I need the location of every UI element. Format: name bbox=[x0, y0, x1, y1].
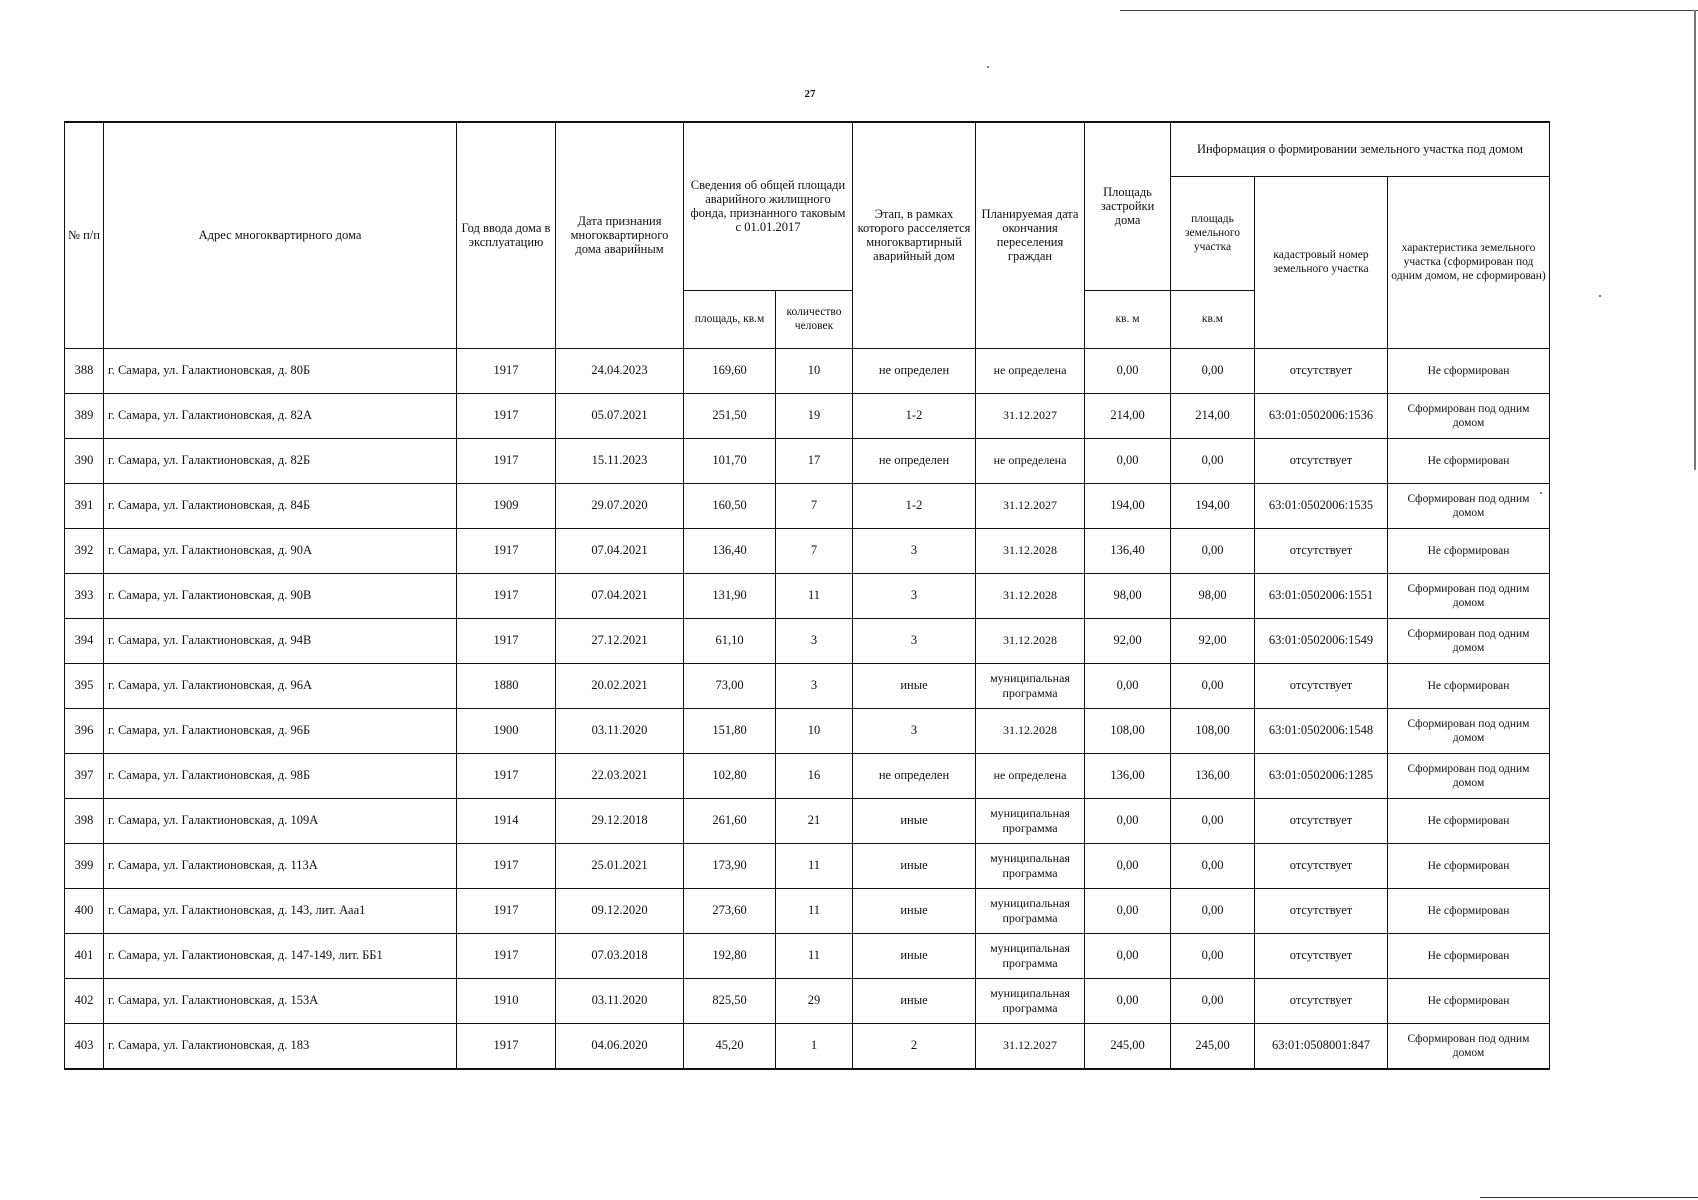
table-row bbox=[65, 483, 1550, 528]
land-area-cell: 108,00 bbox=[1171, 708, 1255, 753]
table-row bbox=[65, 528, 1550, 573]
status-cell: Не сформирован bbox=[1388, 438, 1550, 483]
planned-date-cell: не определена bbox=[976, 753, 1085, 798]
table-row bbox=[65, 393, 1550, 438]
cadastral-cell: отсутствует bbox=[1255, 888, 1388, 933]
planned-date-cell: 31.12.2027 bbox=[976, 1023, 1085, 1069]
land-area-cell: 98,00 bbox=[1171, 573, 1255, 618]
planned-date-cell: 31.12.2028 bbox=[976, 528, 1085, 573]
header-people: количество человек bbox=[776, 290, 853, 348]
area-cell: 136,40 bbox=[684, 528, 776, 573]
scan-edge-bottom bbox=[1480, 1197, 1698, 1198]
dwellings-table bbox=[64, 121, 1550, 1070]
row-number-cell: 391 bbox=[65, 483, 104, 528]
planned-date-cell: 31.12.2028 bbox=[976, 708, 1085, 753]
address-cell: г. Самара, ул. Галактионовская, д. 109А bbox=[104, 798, 457, 843]
stage-cell: иные bbox=[853, 663, 976, 708]
table-row bbox=[65, 888, 1550, 933]
planned-date-cell: 31.12.2028 bbox=[976, 573, 1085, 618]
year-cell: 1917 bbox=[457, 528, 556, 573]
row-number-cell: 389 bbox=[65, 393, 104, 438]
land-area-cell: 0,00 bbox=[1171, 348, 1255, 393]
land-area-cell: 0,00 bbox=[1171, 933, 1255, 978]
status-cell: Сформирован под одним домом bbox=[1388, 573, 1550, 618]
status-cell: Сформирован под одним домом bbox=[1388, 708, 1550, 753]
page-number: 27 bbox=[804, 88, 816, 100]
planned-date-cell: муниципальная программа bbox=[976, 663, 1085, 708]
address-cell: г. Самара, ул. Галактионовская, д. 90А bbox=[104, 528, 457, 573]
row-number-cell: 394 bbox=[65, 618, 104, 663]
address-cell: г. Самара, ул. Галактионовская, д. 82Б bbox=[104, 438, 457, 483]
date-cell: 22.03.2021 bbox=[556, 753, 684, 798]
built-area-cell: 98,00 bbox=[1085, 573, 1171, 618]
table-row bbox=[65, 798, 1550, 843]
built-area-cell: 108,00 bbox=[1085, 708, 1171, 753]
address-cell: г. Самара, ул. Галактионовская, д. 80Б bbox=[104, 348, 457, 393]
built-area-cell: 0,00 bbox=[1085, 438, 1171, 483]
date-cell: 20.02.2021 bbox=[556, 663, 684, 708]
stage-cell: 3 bbox=[853, 528, 976, 573]
land-area-cell: 0,00 bbox=[1171, 888, 1255, 933]
area-cell: 251,50 bbox=[684, 393, 776, 438]
row-number-cell: 399 bbox=[65, 843, 104, 888]
land-area-cell: 0,00 bbox=[1171, 438, 1255, 483]
date-cell: 29.07.2020 bbox=[556, 483, 684, 528]
year-cell: 1914 bbox=[457, 798, 556, 843]
cadastral-cell: отсутствует bbox=[1255, 528, 1388, 573]
table-row bbox=[65, 573, 1550, 618]
people-cell: 11 bbox=[776, 933, 853, 978]
cadastral-cell: отсутствует bbox=[1255, 438, 1388, 483]
stage-cell: не определен bbox=[853, 753, 976, 798]
row-number-cell: 397 bbox=[65, 753, 104, 798]
cadastral-cell: 63:01:0508001:847 bbox=[1255, 1023, 1388, 1069]
date-cell: 03.11.2020 bbox=[556, 708, 684, 753]
year-cell: 1917 bbox=[457, 348, 556, 393]
header-built-area-unit: кв. м bbox=[1085, 290, 1171, 348]
date-cell: 24.04.2023 bbox=[556, 348, 684, 393]
date-cell: 07.04.2021 bbox=[556, 528, 684, 573]
header-land-area-unit: кв.м bbox=[1171, 290, 1255, 348]
built-area-cell: 136,40 bbox=[1085, 528, 1171, 573]
stage-cell: 2 bbox=[853, 1023, 976, 1069]
status-cell: Сформирован под одним домом bbox=[1388, 1023, 1550, 1069]
cadastral-cell: отсутствует bbox=[1255, 843, 1388, 888]
stage-cell: иные bbox=[853, 843, 976, 888]
header-year: Год ввода дома в эксплуатацию bbox=[457, 122, 556, 348]
status-cell: Не сформирован bbox=[1388, 348, 1550, 393]
status-cell: Сформирован под одним домом bbox=[1388, 483, 1550, 528]
built-area-cell: 0,00 bbox=[1085, 663, 1171, 708]
address-cell: г. Самара, ул. Галактионовская, д. 94В bbox=[104, 618, 457, 663]
header-characteristic: характеристика земельного участка (сформирован под одним домом, не сформирован) bbox=[1388, 176, 1550, 348]
built-area-cell: 92,00 bbox=[1085, 618, 1171, 663]
table-row bbox=[65, 933, 1550, 978]
address-cell: г. Самара, ул. Галактионовская, д. 153А bbox=[104, 978, 457, 1023]
stage-cell: 3 bbox=[853, 618, 976, 663]
built-area-cell: 214,00 bbox=[1085, 393, 1171, 438]
planned-date-cell: не определена bbox=[976, 438, 1085, 483]
area-cell: 131,90 bbox=[684, 573, 776, 618]
year-cell: 1917 bbox=[457, 753, 556, 798]
date-cell: 05.07.2021 bbox=[556, 393, 684, 438]
area-cell: 73,00 bbox=[684, 663, 776, 708]
table-row bbox=[65, 618, 1550, 663]
planned-date-cell: 31.12.2028 bbox=[976, 618, 1085, 663]
row-number-cell: 390 bbox=[65, 438, 104, 483]
header-area: площадь, кв.м bbox=[684, 290, 776, 348]
year-cell: 1917 bbox=[457, 573, 556, 618]
planned-date-cell: муниципальная программа bbox=[976, 798, 1085, 843]
people-cell: 3 bbox=[776, 618, 853, 663]
land-area-cell: 136,00 bbox=[1171, 753, 1255, 798]
status-cell: Не сформирован bbox=[1388, 933, 1550, 978]
row-number-cell: 398 bbox=[65, 798, 104, 843]
area-cell: 825,50 bbox=[684, 978, 776, 1023]
date-cell: 15.11.2023 bbox=[556, 438, 684, 483]
planned-date-cell: муниципальная программа bbox=[976, 888, 1085, 933]
people-cell: 3 bbox=[776, 663, 853, 708]
area-cell: 273,60 bbox=[684, 888, 776, 933]
address-cell: г. Самара, ул. Галактионовская, д. 96Б bbox=[104, 708, 457, 753]
land-area-cell: 245,00 bbox=[1171, 1023, 1255, 1069]
scan-edge-top bbox=[1120, 10, 1698, 11]
cadastral-cell: 63:01:0502006:1285 bbox=[1255, 753, 1388, 798]
built-area-cell: 0,00 bbox=[1085, 348, 1171, 393]
header-land-group: Информация о формировании земельного участка под домом bbox=[1171, 122, 1550, 176]
header-date: Дата признания многоквартирного дома аварийным bbox=[556, 122, 684, 348]
stage-cell: 1-2 bbox=[853, 483, 976, 528]
people-cell: 19 bbox=[776, 393, 853, 438]
people-cell: 11 bbox=[776, 888, 853, 933]
year-cell: 1900 bbox=[457, 708, 556, 753]
year-cell: 1917 bbox=[457, 393, 556, 438]
scan-speck bbox=[1599, 295, 1601, 297]
row-number-cell: 400 bbox=[65, 888, 104, 933]
header-cadastral: кадастровый номер земельного участка bbox=[1255, 176, 1388, 348]
cadastral-cell: 63:01:0502006:1535 bbox=[1255, 483, 1388, 528]
address-cell: г. Самара, ул. Галактионовская, д. 143, лит. Ааа1 bbox=[104, 888, 457, 933]
table-row bbox=[65, 978, 1550, 1023]
date-cell: 25.01.2021 bbox=[556, 843, 684, 888]
stage-cell: 3 bbox=[853, 573, 976, 618]
land-area-cell: 214,00 bbox=[1171, 393, 1255, 438]
year-cell: 1880 bbox=[457, 663, 556, 708]
built-area-cell: 0,00 bbox=[1085, 843, 1171, 888]
area-cell: 61,10 bbox=[684, 618, 776, 663]
table-row bbox=[65, 843, 1550, 888]
cadastral-cell: отсутствует bbox=[1255, 663, 1388, 708]
built-area-cell: 0,00 bbox=[1085, 978, 1171, 1023]
status-cell: Сформирован под одним домом bbox=[1388, 753, 1550, 798]
cadastral-cell: 63:01:0502006:1536 bbox=[1255, 393, 1388, 438]
people-cell: 17 bbox=[776, 438, 853, 483]
stage-cell: иные bbox=[853, 933, 976, 978]
address-cell: г. Самара, ул. Галактионовская, д. 98Б bbox=[104, 753, 457, 798]
built-area-cell: 194,00 bbox=[1085, 483, 1171, 528]
built-area-cell: 0,00 bbox=[1085, 888, 1171, 933]
cadastral-cell: отсутствует bbox=[1255, 933, 1388, 978]
land-area-cell: 0,00 bbox=[1171, 978, 1255, 1023]
row-number-cell: 402 bbox=[65, 978, 104, 1023]
date-cell: 03.11.2020 bbox=[556, 978, 684, 1023]
built-area-cell: 0,00 bbox=[1085, 798, 1171, 843]
people-cell: 11 bbox=[776, 573, 853, 618]
address-cell: г. Самара, ул. Галактионовская, д. 90В bbox=[104, 573, 457, 618]
cadastral-cell: отсутствует bbox=[1255, 348, 1388, 393]
planned-date-cell: муниципальная программа bbox=[976, 978, 1085, 1023]
people-cell: 11 bbox=[776, 843, 853, 888]
date-cell: 09.12.2020 bbox=[556, 888, 684, 933]
area-cell: 173,90 bbox=[684, 843, 776, 888]
people-cell: 10 bbox=[776, 348, 853, 393]
row-number-cell: 396 bbox=[65, 708, 104, 753]
cadastral-cell: отсутствует bbox=[1255, 798, 1388, 843]
header-built-area: Площадь застройки дома bbox=[1085, 122, 1171, 290]
people-cell: 29 bbox=[776, 978, 853, 1023]
address-cell: г. Самара, ул. Галактионовская, д. 113А bbox=[104, 843, 457, 888]
row-number-cell: 395 bbox=[65, 663, 104, 708]
table-row bbox=[65, 348, 1550, 393]
area-cell: 160,50 bbox=[684, 483, 776, 528]
planned-date-cell: муниципальная программа bbox=[976, 933, 1085, 978]
row-number-cell: 403 bbox=[65, 1023, 104, 1069]
status-cell: Не сформирован bbox=[1388, 528, 1550, 573]
area-cell: 192,80 bbox=[684, 933, 776, 978]
stage-cell: не определен bbox=[853, 438, 976, 483]
land-area-cell: 0,00 bbox=[1171, 798, 1255, 843]
stage-cell: не определен bbox=[853, 348, 976, 393]
row-number-cell: 388 bbox=[65, 348, 104, 393]
planned-date-cell: муниципальная программа bbox=[976, 843, 1085, 888]
table-row bbox=[65, 663, 1550, 708]
address-cell: г. Самара, ул. Галактионовская, д. 183 bbox=[104, 1023, 457, 1069]
header-address: Адрес многоквартирного дома bbox=[104, 122, 457, 348]
address-cell: г. Самара, ул. Галактионовская, д. 147-149, лит. ББ1 bbox=[104, 933, 457, 978]
address-cell: г. Самара, ул. Галактионовская, д. 96А bbox=[104, 663, 457, 708]
planned-date-cell: 31.12.2027 bbox=[976, 393, 1085, 438]
year-cell: 1917 bbox=[457, 438, 556, 483]
area-cell: 169,60 bbox=[684, 348, 776, 393]
area-cell: 151,80 bbox=[684, 708, 776, 753]
status-cell: Не сформирован bbox=[1388, 798, 1550, 843]
area-cell: 101,70 bbox=[684, 438, 776, 483]
land-area-cell: 0,00 bbox=[1171, 528, 1255, 573]
table-row bbox=[65, 438, 1550, 483]
year-cell: 1917 bbox=[457, 843, 556, 888]
stage-cell: иные bbox=[853, 888, 976, 933]
stage-cell: 1-2 bbox=[853, 393, 976, 438]
built-area-cell: 245,00 bbox=[1085, 1023, 1171, 1069]
year-cell: 1909 bbox=[457, 483, 556, 528]
stage-cell: 3 bbox=[853, 708, 976, 753]
row-number-cell: 401 bbox=[65, 933, 104, 978]
people-cell: 1 bbox=[776, 1023, 853, 1069]
people-cell: 7 bbox=[776, 483, 853, 528]
planned-date-cell: не определена bbox=[976, 348, 1085, 393]
land-area-cell: 0,00 bbox=[1171, 663, 1255, 708]
land-area-cell: 0,00 bbox=[1171, 843, 1255, 888]
people-cell: 16 bbox=[776, 753, 853, 798]
cadastral-cell: отсутствует bbox=[1255, 978, 1388, 1023]
cadastral-cell: 63:01:0502006:1548 bbox=[1255, 708, 1388, 753]
date-cell: 29.12.2018 bbox=[556, 798, 684, 843]
area-cell: 261,60 bbox=[684, 798, 776, 843]
date-cell: 07.03.2018 bbox=[556, 933, 684, 978]
planned-date-cell: 31.12.2027 bbox=[976, 483, 1085, 528]
header-planned: Планируемая дата окончания переселения граждан bbox=[976, 122, 1085, 348]
status-cell: Сформирован под одним домом bbox=[1388, 393, 1550, 438]
address-cell: г. Самара, ул. Галактионовская, д. 84Б bbox=[104, 483, 457, 528]
row-number-cell: 392 bbox=[65, 528, 104, 573]
area-cell: 45,20 bbox=[684, 1023, 776, 1069]
year-cell: 1917 bbox=[457, 618, 556, 663]
header-area-info: Сведения об общей площади аварийного жилищного фонда, признанного таковым с 01.01.2017 bbox=[684, 122, 853, 290]
address-cell: г. Самара, ул. Галактионовская, д. 82А bbox=[104, 393, 457, 438]
header-stage: Этап, в рамках которого расселяется многоквартирный аварийный дом bbox=[853, 122, 976, 348]
people-cell: 10 bbox=[776, 708, 853, 753]
year-cell: 1917 bbox=[457, 933, 556, 978]
people-cell: 21 bbox=[776, 798, 853, 843]
date-cell: 04.06.2020 bbox=[556, 1023, 684, 1069]
status-cell: Не сформирован bbox=[1388, 843, 1550, 888]
table-row bbox=[65, 1023, 1550, 1069]
date-cell: 07.04.2021 bbox=[556, 573, 684, 618]
land-area-cell: 92,00 bbox=[1171, 618, 1255, 663]
header-land-area: площадь земельного участка bbox=[1171, 176, 1255, 290]
cadastral-cell: 63:01:0502006:1549 bbox=[1255, 618, 1388, 663]
year-cell: 1917 bbox=[457, 1023, 556, 1069]
status-cell: Сформирован под одним домом bbox=[1388, 618, 1550, 663]
scan-edge-right bbox=[1694, 10, 1696, 470]
date-cell: 27.12.2021 bbox=[556, 618, 684, 663]
status-cell: Не сформирован bbox=[1388, 978, 1550, 1023]
header-num: № п/п bbox=[65, 122, 104, 348]
row-number-cell: 393 bbox=[65, 573, 104, 618]
people-cell: 7 bbox=[776, 528, 853, 573]
land-area-cell: 194,00 bbox=[1171, 483, 1255, 528]
cadastral-cell: 63:01:0502006:1551 bbox=[1255, 573, 1388, 618]
scan-speck bbox=[987, 66, 989, 68]
stage-cell: иные bbox=[853, 978, 976, 1023]
stage-cell: иные bbox=[853, 798, 976, 843]
area-cell: 102,80 bbox=[684, 753, 776, 798]
year-cell: 1910 bbox=[457, 978, 556, 1023]
year-cell: 1917 bbox=[457, 888, 556, 933]
table-row bbox=[65, 708, 1550, 753]
status-cell: Не сформирован bbox=[1388, 888, 1550, 933]
built-area-cell: 0,00 bbox=[1085, 933, 1171, 978]
built-area-cell: 136,00 bbox=[1085, 753, 1171, 798]
table-row bbox=[65, 753, 1550, 798]
status-cell: Не сформирован bbox=[1388, 663, 1550, 708]
